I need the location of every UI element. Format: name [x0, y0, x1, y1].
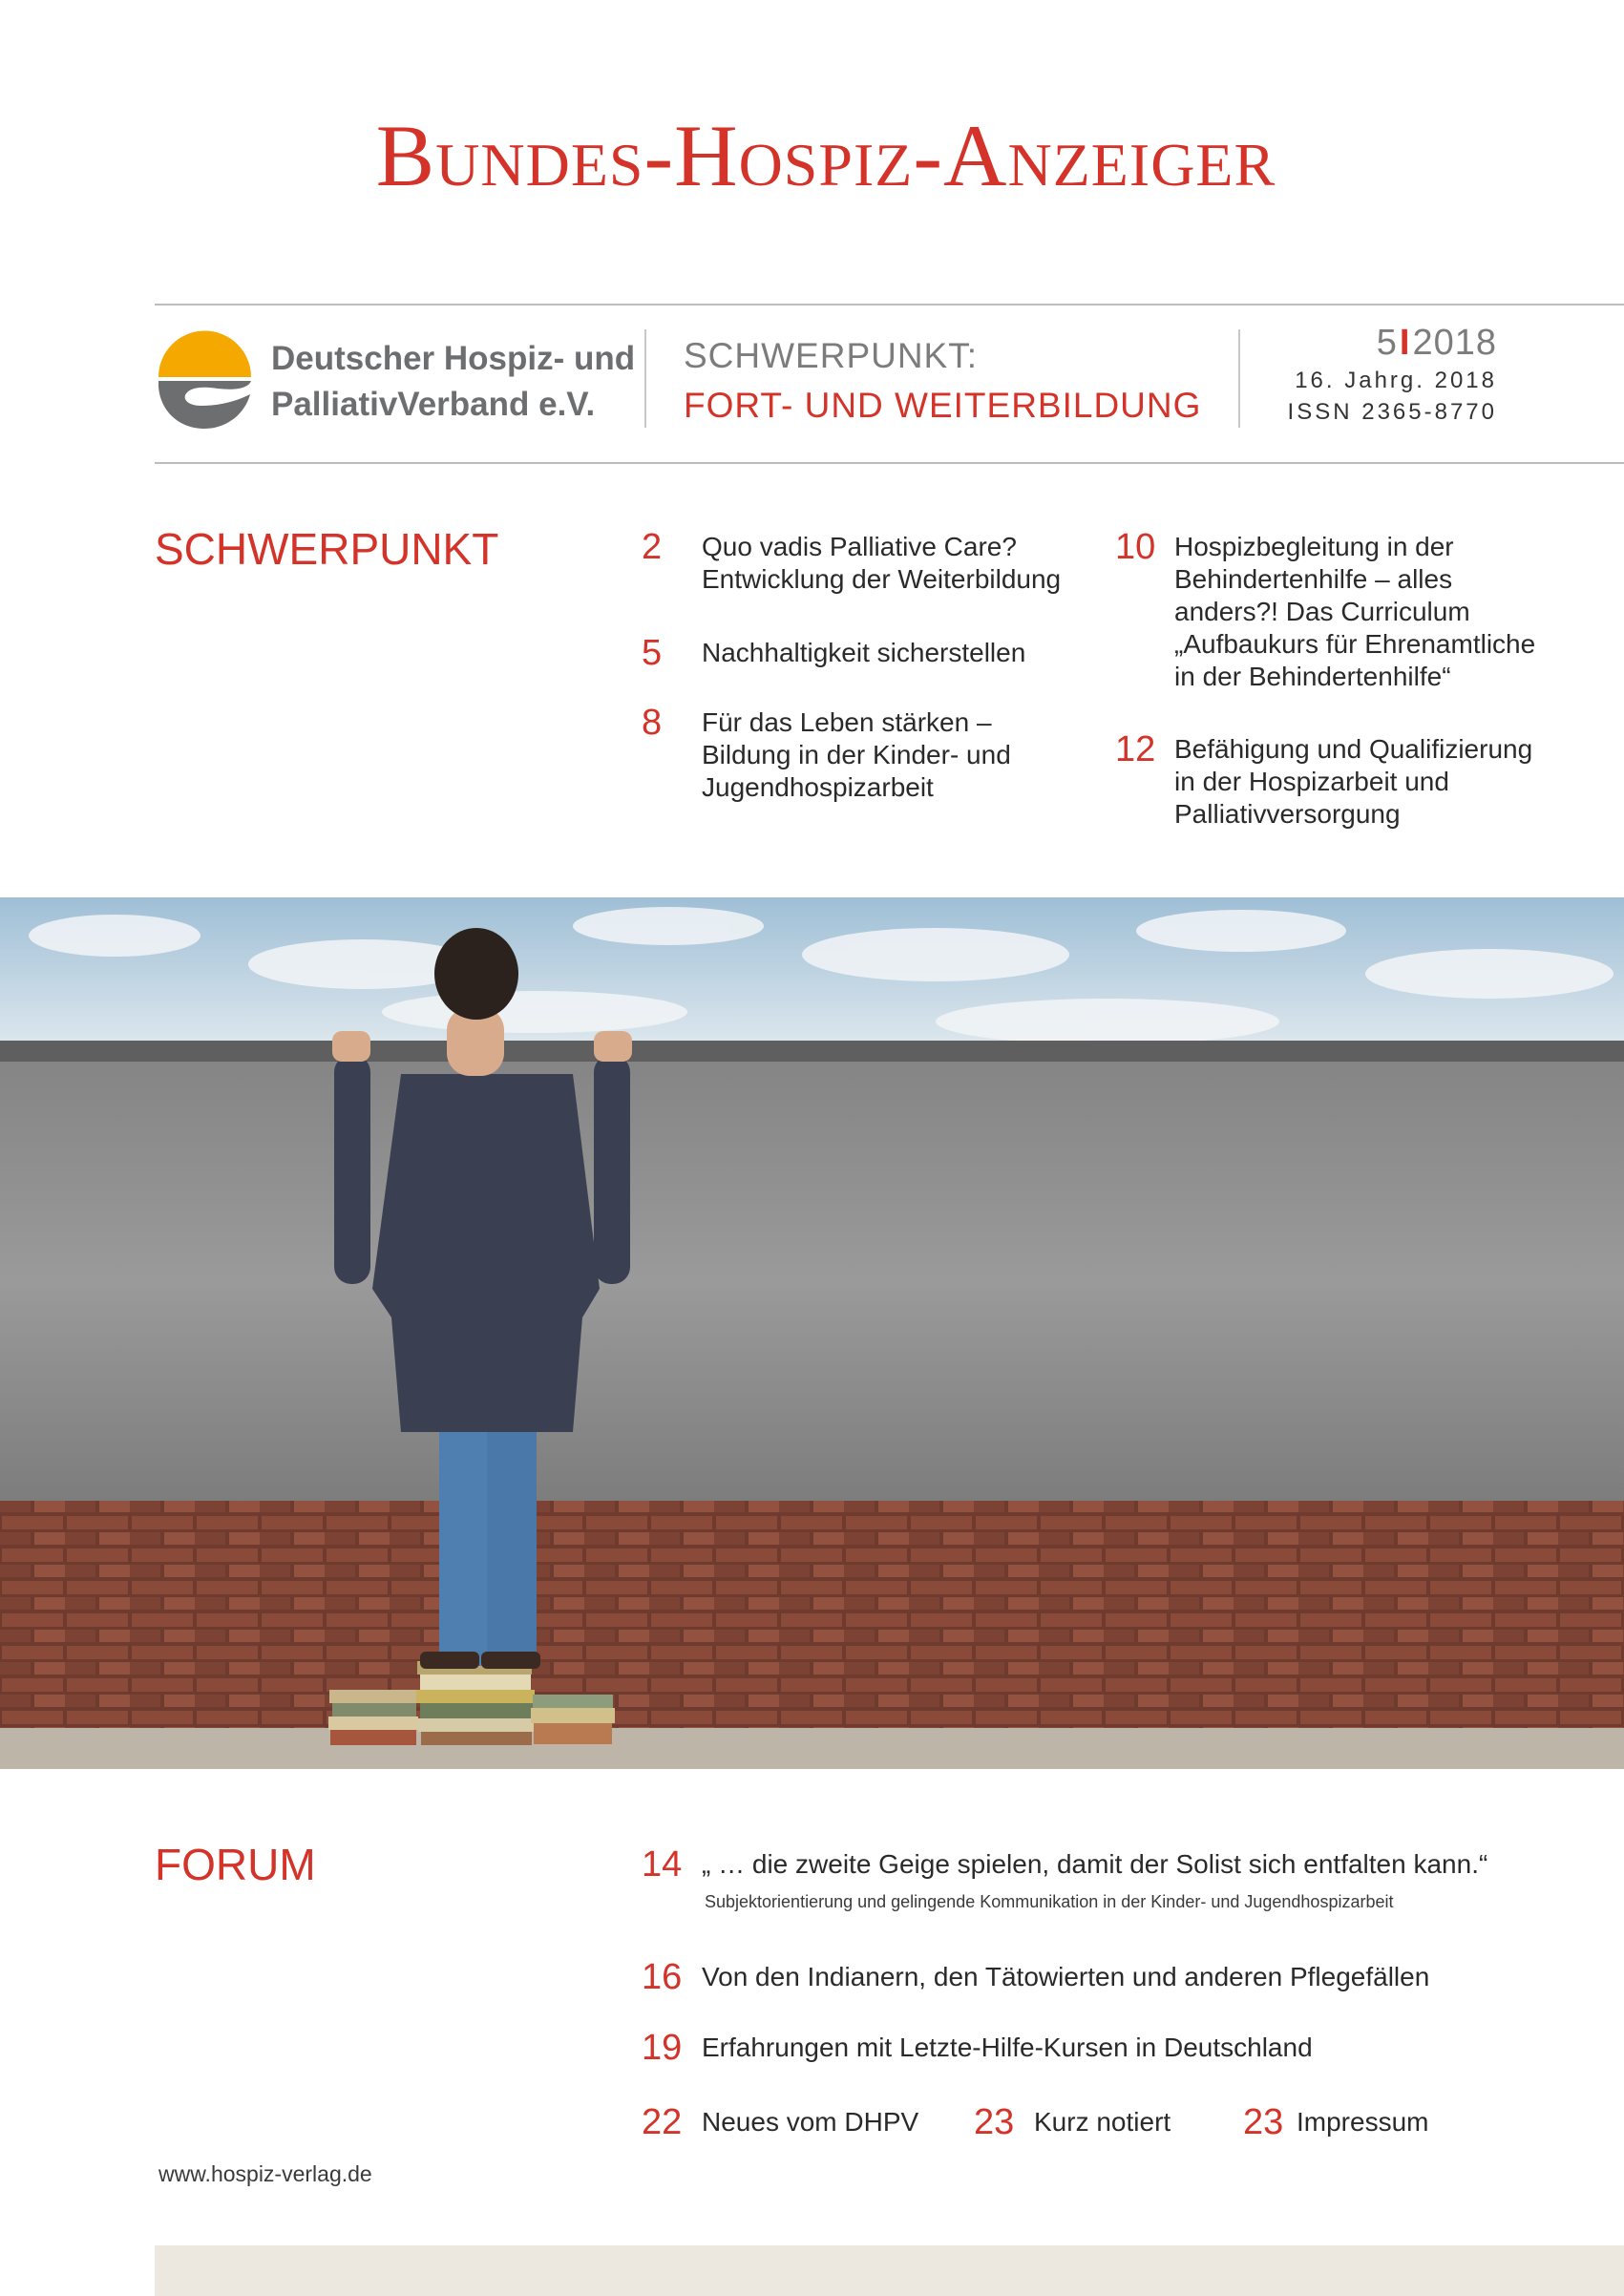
- header-bottom-rule: [155, 462, 1624, 464]
- toc-page-number: 8: [642, 703, 663, 743]
- top-rule: [155, 304, 1624, 305]
- toc-page-number: 10: [1115, 527, 1156, 567]
- focus-label: SCHWERPUNKT:: [684, 336, 979, 375]
- website-url[interactable]: www.hospiz-verlag.de: [158, 2161, 372, 2186]
- cover-photo: [0, 897, 1624, 1769]
- masthead-title: Bundes-Hospiz-Anzeiger: [375, 107, 1276, 204]
- section-label-forum: FORUM: [155, 1840, 316, 1889]
- toc-page-number: 12: [1115, 729, 1156, 769]
- toc-title: Nachhaltigkeit sicherstellen: [702, 638, 1026, 667]
- toc-page-number: 5: [642, 633, 663, 673]
- toc-title: Neues vom DHPV: [702, 2107, 919, 2137]
- footer-band: [155, 2245, 1624, 2296]
- header-divider-2: [1238, 329, 1240, 428]
- toc-title: Von den Indianern, den Tätowierten und anderen Pflegefällen: [702, 1962, 1430, 1991]
- volume: 16. Jahrg. 2018: [1295, 368, 1497, 393]
- toc-title: Befähigung und Qualifizierung in der Hospizarbeit und Palliativversorgung: [1174, 734, 1533, 829]
- org-name: [271, 336, 635, 428]
- issue-year: 2018: [1412, 323, 1497, 363]
- toc-title: Erfahrungen mit Letzte-Hilfe-Kursen in Deutschland: [702, 2033, 1313, 2062]
- toc-title: Quo vadis Palliative Care? Entwicklung der Weiterbildung: [702, 532, 1062, 594]
- toc-title: „ … die zweite Geige spielen, damit der Solist sich entfalten kann.“: [702, 1849, 1488, 1879]
- toc-title: Hospizbegleitung in der Behindertenhilfe – alles anders?! Das Curriculum „Aufbaukurs für Ehrenamtliche in der Behindertenhilfe“: [1174, 532, 1536, 691]
- toc-page-number: 16: [642, 1957, 683, 1997]
- toc-subtitle: Subjektorientierung und gelingende Kommunikation in der Kinder- und Jugendhospizarbeit: [705, 1892, 1394, 1911]
- toc-page-number: 2: [642, 527, 663, 567]
- issue-separator: I: [1399, 323, 1411, 363]
- org-line-2: PalliativVerband e.V.: [271, 386, 596, 423]
- toc-title: Impressum: [1297, 2107, 1429, 2137]
- toc-title: Kurz notiert: [1034, 2107, 1171, 2137]
- toc-title: Für das Leben stärken – Bildung in der Kinder- und Jugendhospizarbeit: [702, 707, 1011, 802]
- toc-page-number: 14: [642, 1844, 683, 1885]
- dhpv-logo-icon: [155, 329, 255, 430]
- toc-page-number: 22: [642, 2102, 683, 2142]
- toc-page-number: 23: [1243, 2102, 1284, 2142]
- issue-number: [1270, 323, 1497, 364]
- toc-page-number: 23: [974, 2102, 1015, 2142]
- focus-topic: FORT- UND WEITERBILDUNG: [684, 386, 1202, 425]
- issue-no: 5: [1376, 323, 1398, 363]
- toc-page-number: 19: [642, 2028, 683, 2068]
- org-line-1: Deutscher Hospiz- und: [271, 340, 636, 377]
- header-divider-1: [644, 329, 646, 428]
- issn: ISSN 2365-8770: [1287, 399, 1497, 425]
- section-label-schwerpunkt: SCHWERPUNKT: [155, 524, 499, 574]
